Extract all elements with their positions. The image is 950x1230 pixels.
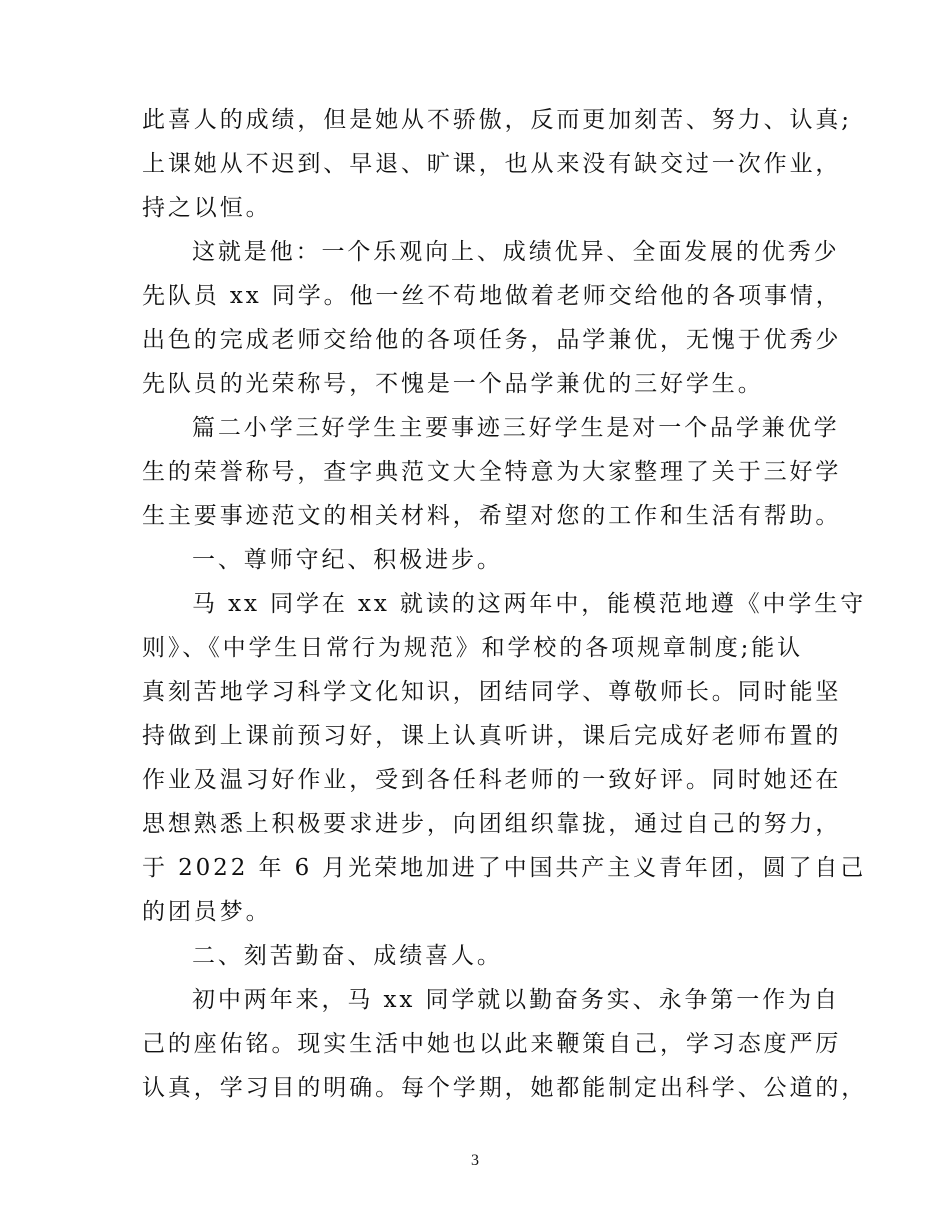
text-line: 认真，学习目的明确。每个学期，她都能制定出科学、公道的，	[142, 1075, 868, 1101]
text-line: 作业及温习好作业，受到各任科老师的一致好评。同时她还在	[142, 767, 842, 793]
paragraph-first-line: 这就是他：一个乐观向上、成绩优异、全面发展的优秀少	[192, 239, 840, 265]
text-line: 生主要事迹范文的相关材料，希望对您的工作和生活有帮助。	[142, 503, 842, 529]
text-line: 持做到上课前预习好，课上认真听讲，课后完成好老师布置的	[142, 723, 842, 749]
text-line: 上课她从不迟到、早退、旷课，也从来没有缺交过一次作业，	[142, 151, 842, 177]
text-line: 的团员梦。	[142, 899, 272, 925]
paragraph-first-line: 篇二小学三好学生主要事迹三好学生是对一个品学兼优学	[192, 415, 840, 441]
text-line: 思想熟悉上积极要求进步，向团组织靠拢，通过自己的努力，	[142, 811, 842, 837]
text-line: 真刻苦地学习科学文化知识，团结同学、尊敬师长。同时能坚	[142, 679, 842, 705]
text-line: 持之以恒。	[142, 195, 272, 221]
text-line: 于 2022 年 6 月光荣地加进了中国共产主义青年团，圆了自己	[142, 855, 867, 881]
paragraph-first-line: 初中两年来，马 xx 同学就以勤奋务实、永争第一作为自	[192, 987, 840, 1013]
page-number: 3	[471, 1152, 479, 1169]
text-line: 出色的完成老师交给他的各项任务，品学兼优，无愧于优秀少	[142, 327, 842, 353]
text-line: 先队员 xx 同学。他一丝不苟地做着老师交给他的各项事情，	[142, 283, 842, 309]
section-heading: 二、刻苦勤奋、成绩喜人。	[192, 943, 503, 969]
text-line: 则》、《中学生日常行为规范》和学校的各项规章制度;能认	[142, 635, 804, 661]
text-line: 己的座佑铭。现实生活中她也以此来鞭策自己，学习态度严厉	[142, 1031, 842, 1057]
text-line: 此喜人的成绩，但是她从不骄傲，反而更加刻苦、努力、认真;	[142, 107, 852, 133]
paragraph-first-line: 马 xx 同学在 xx 就读的这两年中，能模范地遵《中学生守	[192, 591, 867, 617]
text-line: 生的荣誉称号，查字典范文大全特意为大家整理了关于三好学	[142, 459, 842, 485]
section-heading: 一、尊师守纪、积极进步。	[192, 547, 503, 573]
text-line: 先队员的光荣称号，不愧是一个品学兼优的三好学生。	[142, 371, 764, 397]
